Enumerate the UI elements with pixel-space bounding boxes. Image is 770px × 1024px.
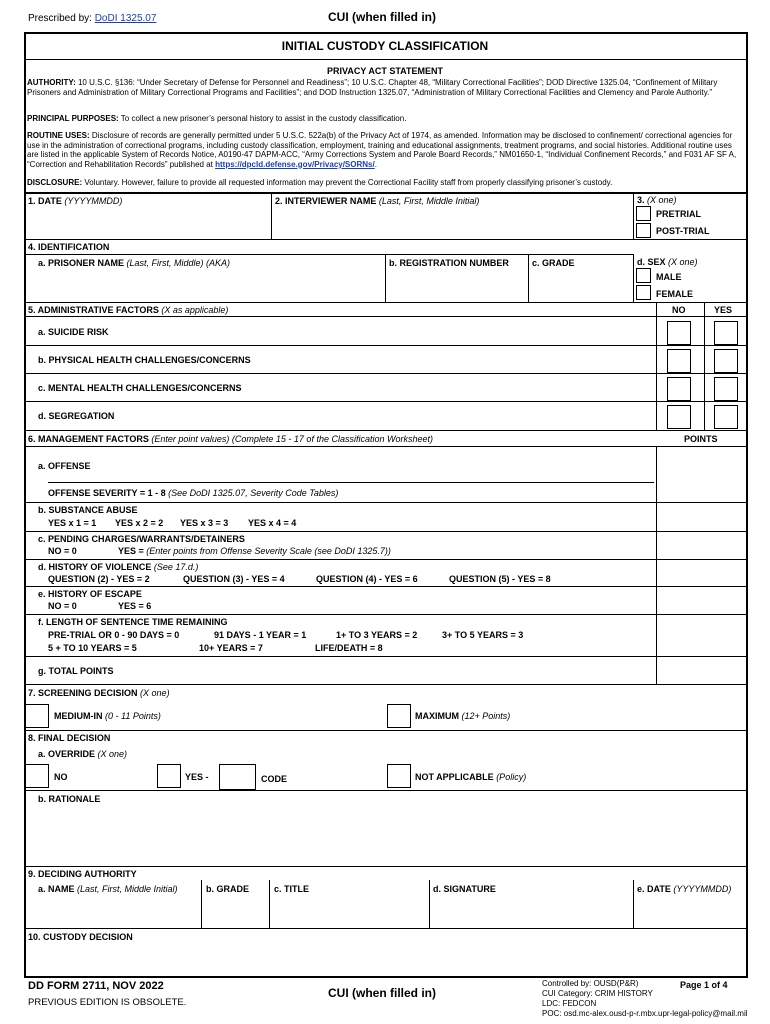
interviewer-label: 2. INTERVIEWER NAME (Last, First, Middle Initial): [275, 196, 480, 206]
male-checkbox[interactable]: [636, 268, 651, 283]
custody-decision-label: 10. CUSTODY DECISION: [28, 932, 133, 942]
form-number: DD FORM 2711, NOV 2022: [28, 980, 164, 992]
override-yes-checkbox[interactable]: [157, 764, 181, 788]
offense-label: a. OFFENSE: [38, 461, 91, 471]
posttrial-checkbox[interactable]: [636, 223, 651, 238]
pretrial-checkbox[interactable]: [636, 206, 651, 221]
registration-label: b. REGISTRATION NUMBER: [389, 258, 509, 268]
pending-charges-label: c. PENDING CHARGES/WARRANTS/DETAINERS: [38, 534, 245, 544]
violence-label: d. HISTORY OF VIOLENCE (See 17.d.): [38, 562, 199, 572]
sex-label: d. SEX (X one): [637, 257, 698, 267]
yes-header: YES: [714, 305, 733, 315]
suicide-no-checkbox[interactable]: [667, 321, 691, 345]
poc: POC: osd.mc-alex.ousd-p-r.mbx.upr-legal-policy@mail.mil: [542, 1009, 748, 1018]
date-label: 1. DATE (YYYYMMDD): [28, 196, 123, 206]
escape-no: NO = 0: [48, 601, 77, 611]
substance-opt-3: YES x 3 = 3: [180, 518, 229, 528]
escape-yes: YES = 6: [118, 601, 152, 611]
physical-health-label: b. PHYSICAL HEALTH CHALLENGES/CONCERNS: [38, 355, 251, 365]
prescribed-link[interactable]: DoDI 1325.07: [94, 13, 157, 24]
female-label: FEMALE: [656, 289, 693, 299]
cui-category: CUI Category: CRIM HISTORY: [542, 989, 653, 998]
authority-signature-label: d. SIGNATURE: [433, 884, 496, 894]
sentence-opt-1: PRE-TRIAL OR 0 - 90 DAYS = 0: [48, 630, 180, 640]
segregation-yes-checkbox[interactable]: [714, 405, 738, 429]
override-yes-label: YES -: [185, 772, 209, 782]
pending-yes: YES = (Enter points from Offense Severity Scale (see DoDI 1325.7)): [118, 546, 391, 556]
sentence-opt-6: 10+ YEARS = 7: [199, 643, 263, 653]
violence-opt-1: QUESTION (2) - YES = 2: [48, 574, 150, 584]
escape-label: e. HISTORY OF ESCAPE: [38, 589, 142, 599]
substance-abuse-label: b. SUBSTANCE ABUSE: [38, 505, 138, 515]
offense-severity-label: OFFENSE SEVERITY = 1 - 8 (See DoDI 1325.07, Severity Code Tables): [48, 488, 339, 498]
suicide-risk-label: a. SUICIDE RISK: [38, 327, 109, 337]
cui-footer: CUI (when filled in): [328, 986, 436, 1000]
segregation-no-checkbox[interactable]: [667, 405, 691, 429]
mental-health-label: c. MENTAL HEALTH CHALLENGES/CONCERNS: [38, 383, 242, 393]
mental-yes-checkbox[interactable]: [714, 377, 738, 401]
substance-opt-1: YES x 1 = 1: [48, 518, 97, 528]
authority-title-label: c. TITLE: [274, 884, 310, 894]
deciding-authority-label: 9. DECIDING AUTHORITY: [28, 869, 137, 879]
privacy-heading: PRIVACY ACT STATEMENT: [326, 66, 443, 76]
physical-no-checkbox[interactable]: [667, 349, 691, 373]
override-no-label: NO: [54, 772, 68, 782]
posttrial-label: POST-TRIAL: [656, 226, 710, 236]
prescribed-by: Prescribed by: DoDI 1325.07: [28, 13, 157, 24]
override-label: a. OVERRIDE (X one): [38, 749, 128, 759]
admin-factors-label: 5. ADMINISTRATIVE FACTORS (X as applicable): [28, 305, 229, 315]
privacy-purposes: PRINCIPAL PURPOSES: To collect a new prisoner’s personal history to assist in the custody classification.: [27, 114, 407, 123]
pretrial-label: PRETRIAL: [656, 209, 701, 219]
prisoner-name-label: a. PRISONER NAME (Last, First, Middle) (AKA): [38, 258, 231, 268]
sentence-opt-2: 91 DAYS - 1 YEAR = 1: [214, 630, 307, 640]
mgmt-factors-label: 6. MANAGEMENT FACTORS (Enter point values) (Complete 15 - 17 of the Classification Worksheet): [28, 434, 433, 444]
status-label: 3. (X one): [637, 195, 677, 205]
medium-in-label: MEDIUM-IN (0 - 11 Points): [54, 711, 161, 721]
sentence-label: f. LENGTH OF SENTENCE TIME REMAINING: [38, 617, 228, 627]
violence-opt-3: QUESTION (4) - YES = 6: [316, 574, 418, 584]
authority-grade-label: b. GRADE: [206, 884, 250, 894]
sorn-link[interactable]: https://dpcld.defense.gov/Privacy/SORNs/: [215, 159, 375, 169]
male-label: MALE: [656, 272, 682, 282]
female-checkbox[interactable]: [636, 285, 651, 300]
final-decision-label: 8. FINAL DECISION: [28, 733, 111, 743]
screening-label: 7. SCREENING DECISION (X one): [28, 688, 170, 698]
privacy-authority: AUTHORITY: 10 U.S.C. §136: “Under Secretary of Defense for Personnel and Readiness”; 10 U.S.C. Chapter 48, “Military Correctional Facilities”; DOD Directive 1325.04, “Confinement of Military Prisoners and Administration of Military Correctional Programs and Facilities”; and DOD Instruction 1325.07, “Administration of Military Correctional Facilities and Clemency and Parole Authority.”: [27, 78, 718, 97]
override-code-field[interactable]: [219, 764, 256, 790]
medium-in-checkbox[interactable]: [25, 704, 49, 728]
privacy-routine: ROUTINE USES: Disclosure of records are generally permitted under 5 U.S.C. 522a(b) of the Privacy Act of 1974, as amended. Information may be disclosed to confinement/ correctional agencies for use in the administration of correctional programs, including custody classification, employment, training and educational assignments, treatment programs, and social histories. Additional routine uses are listed in the applicable System of Records Notice, A0190-47 DAPM-ACC, “Army Corrections System and Parole Board Records,” NM01650-1, “Individual Confinement Records,” and F031 AF SF A, “Correction and Rehabilitation Records” published at https://dpcld.defense.gov/Privacy/SORNs/.: [27, 131, 737, 169]
override-no-checkbox[interactable]: [25, 764, 49, 788]
segregation-label: d. SEGREGATION: [38, 411, 115, 421]
suicide-yes-checkbox[interactable]: [714, 321, 738, 345]
authority-name-label: a. NAME (Last, First, Middle Initial): [38, 884, 178, 894]
form-title: INITIAL CUSTODY CLASSIFICATION: [281, 39, 489, 53]
rationale-label: b. RATIONALE: [38, 794, 101, 804]
maximum-label: MAXIMUM (12+ Points): [415, 711, 511, 721]
sentence-opt-3: 1+ TO 3 YEARS = 2: [336, 630, 418, 640]
substance-opt-4: YES x 4 = 4: [248, 518, 297, 528]
physical-yes-checkbox[interactable]: [714, 349, 738, 373]
sentence-opt-5: 5 + TO 10 YEARS = 5: [48, 643, 137, 653]
no-header: NO: [672, 305, 686, 315]
authority-date-label: e. DATE (YYYYMMDD): [637, 884, 732, 894]
grade-label: c. GRADE: [532, 258, 575, 268]
violence-opt-2: QUESTION (3) - YES = 4: [183, 574, 285, 584]
violence-opt-4: QUESTION (5) - YES = 8: [449, 574, 551, 584]
not-applicable-checkbox[interactable]: [387, 764, 411, 788]
sentence-opt-4: 3+ TO 5 YEARS = 3: [442, 630, 524, 640]
cui-header: CUI (when filled in): [328, 10, 436, 24]
mental-no-checkbox[interactable]: [667, 377, 691, 401]
code-label: CODE: [261, 774, 288, 784]
page-number: Page 1 of 4: [680, 980, 728, 990]
points-header: POINTS: [684, 434, 718, 444]
maximum-checkbox[interactable]: [387, 704, 411, 728]
obsolete-notice: PREVIOUS EDITION IS OBSOLETE.: [28, 997, 187, 1008]
privacy-disclosure: DISCLOSURE: Voluntary. However, failure to provide all requested information may prevent the Correctional Facility staff from properly classifying prisoner’s custody.: [27, 178, 613, 187]
total-points-label: g. TOTAL POINTS: [38, 666, 114, 676]
pending-no: NO = 0: [48, 546, 77, 556]
ldc: LDC: FEDCON: [542, 999, 597, 1008]
identification-label: 4. IDENTIFICATION: [28, 242, 110, 252]
substance-opt-2: YES x 2 = 2: [115, 518, 164, 528]
controlled-by: Controlled by: OUSD(P&R): [542, 979, 639, 988]
sentence-opt-7: LIFE/DEATH = 8: [315, 643, 383, 653]
not-applicable-label: NOT APPLICABLE (Policy): [415, 772, 527, 782]
